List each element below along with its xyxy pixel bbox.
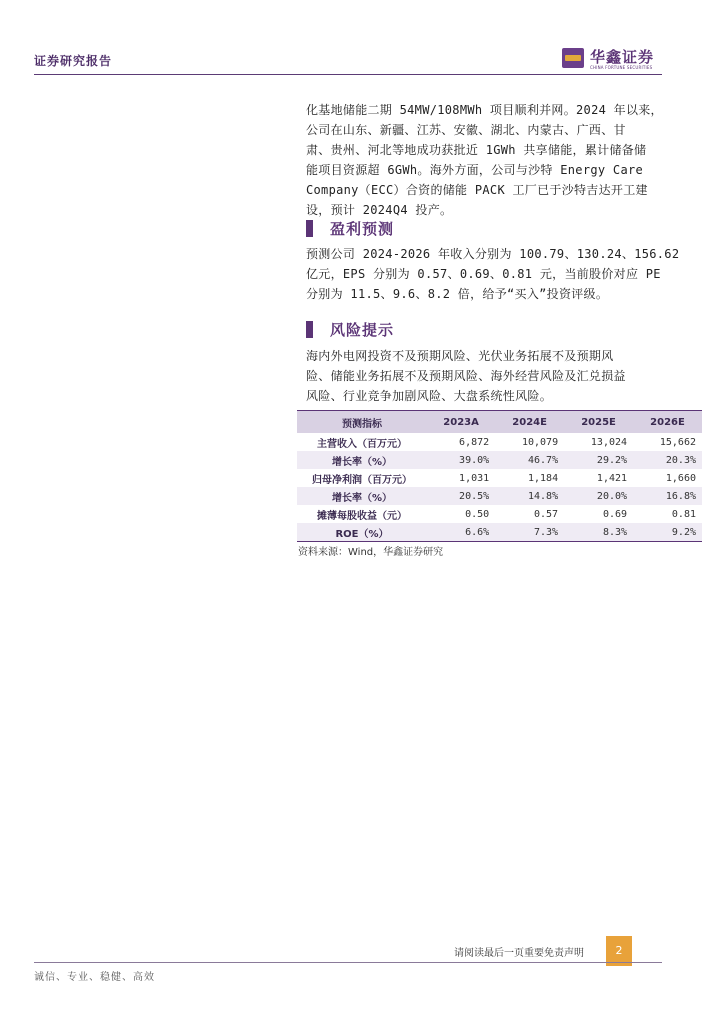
table-row bbox=[297, 451, 702, 469]
table-cell: 9.2% bbox=[633, 523, 702, 542]
section-title: 风险提示 bbox=[330, 321, 395, 339]
brand-logo bbox=[562, 46, 672, 72]
table-cell: 1,660 bbox=[665, 472, 696, 484]
table-row bbox=[297, 505, 702, 523]
forecast-table bbox=[297, 410, 702, 542]
section-forecast-heading bbox=[306, 218, 696, 240]
table-cell: 0.57 bbox=[534, 508, 559, 520]
table-cell: 15,662 bbox=[659, 436, 696, 448]
table-cell: 1,421 bbox=[596, 472, 628, 484]
table-cell: 46.7% bbox=[495, 451, 564, 469]
row-label: ROE（%） bbox=[297, 523, 427, 542]
table-row bbox=[297, 433, 702, 451]
table-row bbox=[297, 469, 702, 487]
section-marker bbox=[306, 220, 313, 237]
table-cell: 1,031 bbox=[459, 472, 490, 484]
table-cell: 20.0% bbox=[564, 487, 633, 505]
brand-name-en: CHINA FORTUNE SECURITIES bbox=[590, 65, 653, 70]
table-cell: 16.8% bbox=[633, 487, 702, 505]
table-row bbox=[297, 523, 702, 542]
table-row bbox=[297, 487, 702, 505]
table-cell: 13,024 bbox=[590, 436, 628, 448]
table-cell: 29.2% bbox=[564, 451, 633, 469]
logo-icon bbox=[562, 48, 584, 68]
row-label: 增长率（%） bbox=[297, 487, 427, 505]
intro-paragraph: 化基地储能二期 54MW/108MWh 项目顺利并网。2024 年以来， 公司在山东、新疆、江苏、安徽、湖北、内蒙古、广西、甘 肃、贵州、河北等地成功获批近 1GWh 共享储能，累计储备储 能项目资源超 6GWh。海外方面，公司与沙特 Energy Care Company（ECC）合资的储能 PACK 工厂已于沙特吉达开工建 设，预计 2024Q4 投产。 bbox=[306, 103, 663, 217]
table-header-cell: 2026E bbox=[633, 411, 702, 434]
table-cell: 39.0% bbox=[427, 451, 495, 469]
table-cell: 0.81 bbox=[671, 508, 696, 520]
section-title: 盈利预测 bbox=[330, 220, 395, 238]
company-motto: 诚信、专业、稳健、高效 bbox=[34, 972, 155, 983]
brand-name-cn: 华鑫证券 bbox=[590, 48, 655, 66]
table-cell: 0.50 bbox=[465, 508, 490, 520]
row-label: 摊薄每股收益（元） bbox=[317, 510, 407, 522]
table-cell: 20.5% bbox=[427, 487, 495, 505]
table-header-row bbox=[297, 411, 702, 434]
section-risk-heading bbox=[306, 319, 696, 341]
row-label: 主营收入（百万元） bbox=[317, 438, 407, 450]
row-label: 增长率（%） bbox=[297, 451, 427, 469]
table-cell: 20.3% bbox=[633, 451, 702, 469]
table-cell: 1,184 bbox=[527, 472, 559, 484]
table-cell: 6.6% bbox=[427, 523, 495, 542]
footer-divider bbox=[34, 962, 662, 963]
table-header-cell: 预测指标 bbox=[297, 411, 427, 434]
table-source-note: 资料来源：Wind，华鑫证券研究 bbox=[298, 547, 444, 558]
page-number: 2 bbox=[606, 936, 632, 966]
table-cell: 6,872 bbox=[459, 436, 490, 448]
risk-paragraph: 海内外电网投资不及预期风险、光伏业务拓展不及预期风 险、储能业务拓展不及预期风险、海外经营风险及汇兑损益 风险、行业竞争加剧风险、大盘系统性风险。 bbox=[306, 349, 626, 403]
table-cell: 7.3% bbox=[495, 523, 564, 542]
section-marker bbox=[306, 321, 313, 338]
table-cell: 10,079 bbox=[521, 436, 559, 448]
table-header-cell: 2023A bbox=[427, 411, 495, 434]
forecast-paragraph: 预测公司 2024-2026 年收入分别为 100.79、130.24、156.62 亿元，EPS 分别为 0.57、0.69、0.81 元，当前股价对应 PE 分别为 11.5、9.6、8.2 倍，给予“买入”投资评级。 bbox=[306, 247, 680, 301]
header-divider bbox=[34, 74, 662, 75]
report-type-label: 证券研究报告 bbox=[34, 54, 113, 68]
row-label: 归母净利润（百万元） bbox=[312, 474, 412, 486]
table-cell: 14.8% bbox=[495, 487, 564, 505]
table-header-cell: 2025E bbox=[564, 411, 633, 434]
table-cell: 0.69 bbox=[602, 508, 628, 520]
table-header-cell: 2024E bbox=[495, 411, 564, 434]
disclaimer-note: 请阅读最后一页重要免责声明 bbox=[454, 948, 584, 959]
table-cell: 8.3% bbox=[564, 523, 633, 542]
